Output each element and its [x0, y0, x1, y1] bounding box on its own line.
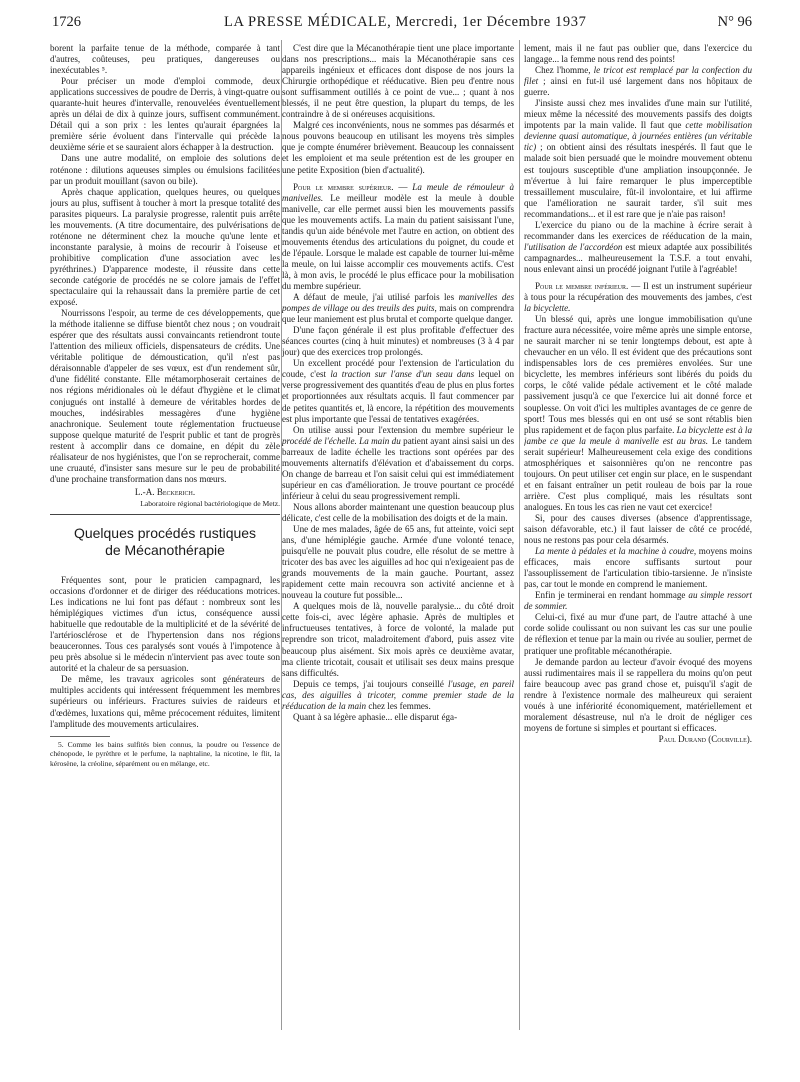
paragraph: Fréquentes sont, pour le praticien campagnard, les occasions d'ordonner et de diriger des rééducations motrices. Les indications ne lui font pas défaut : nombreux sont les hémiplégiques victimes d'un ictus, conséquence aussi habituelle que redoutable de la multiplicité et de la sévérité de l'artériosclérose et de l'hypertension dans nos régions beauceronnes. Tous ces paralysés sont voués à l'impotence à peu près absolue si le médecin n'intervient pas avec toute son autorité et la chaleur de sa persuasion.	[50, 574, 280, 674]
paragraph: Je demande pardon au lecteur d'avoir évoqué des moyens aussi rudimentaires mais il se rappellera du moins qu'on peut faire beaucoup avec pas grand chose et, puisqu'il s'agit de rendre à l'existence normale des malheureux qui seraient voués à une infériorité économiquement, matériellement et moralement désastreuse, nul n'a le droit de négliger ces moyens de fortune si simples et pourtant si efficaces.	[524, 656, 752, 733]
emphasis: le tricot est remplacé par la confection du filet	[524, 65, 752, 87]
paragraph: borent la parfaite tenue de la méthode, comparée à tant d'autres, coûteuses, peu pratiques, dangereuses ou inexécutables ⁵.	[50, 43, 280, 76]
article-title-line-1: Quelques procédés rustiques	[73, 524, 257, 541]
emphasis: la bicyclette.	[524, 303, 571, 314]
text-run: , mais on comprendra que leur maniement est plus brutal et comporte quelque danger.	[282, 303, 514, 325]
paragraph	[282, 679, 514, 712]
emphasis: La bicyclette est à la jambe ce que la meule à manivelle est au bras.	[524, 424, 752, 446]
text-run: Un blessé qui, après une longue immobilisation qu'une fracture aura nécessitée, voire même après une simple entorse, ne saurait marcher ni se tenir longtemps debout, est apte à chevaucher en un vélo. Il est évident que des précautions sont indispensables lors de ces premières envolées. Sur une bicyclette, les membres inférieurs sont libérés du poids du corps, le côté valide pédale activement et le côté malade passivement jusqu'à ce que l'exercice lui ait donné force et souplesse. On voit d'ici les multiples avantages de ce genre de sport! Tous mes blessés qui en ont usé se sont rétablis bien plus rapidement et de façon plus parfaite.	[524, 314, 752, 435]
emphasis: manivelles des pompes de village ou des treuils des puits	[282, 292, 514, 314]
paragraph	[282, 292, 514, 325]
paragraph: Une de mes malades, âgée de 65 ans, fut atteinte, voici sept ans, d'une hémiplégie gauche. Armée d'une volonté tenace, puisqu'elle ne pouvait plus coudre, elle résolut de se mettre à tricoter des bas avec les aiguilles ad hoc qui n'exigeaient pas de grands mouvements de la main gauche. Pourtant, assez rapidement cette main recouvra son activité ancienne et à nouveau la couture fut possible...	[282, 524, 514, 601]
footnote-rule	[50, 736, 110, 737]
author-signature: L.-A. Beckerich.	[134, 486, 196, 497]
paragraph: De même, les travaux agricoles sont générateurs de multiples accidents qui intéressent fréquemment les membres supérieurs ou inférieurs. Fractures suivies de raideurs et d'œdèmes, luxations qui, même précocement réduites, limitent l'amplitude des mouvements articulaires.	[50, 674, 280, 729]
journal-title: LA PRESSE MÉDICALE, Mercredi, 1er Décembre 1937	[224, 14, 587, 30]
paragraph	[524, 314, 752, 513]
emphasis: cette mobilisation devienne quasi automatique, à journées entières (un véritable tic)	[524, 120, 752, 153]
paragraph	[282, 425, 514, 502]
issue-number: N° 96	[717, 14, 752, 30]
author-affiliation: Laboratoire régional bactériologique de Metz.	[140, 498, 280, 508]
paragraph: Quant à sa légère aphasie... elle disparut éga-	[293, 711, 458, 722]
page-header	[52, 14, 752, 34]
footnote: 5. Comme les bains sulfités bien connus, la poudre ou l'essence de chénopode, le pyrèthre et le perfume, la naphtaline, la nicotine, le flit, la kérosène, la créoline, séparément ou en mélange, etc.	[50, 739, 280, 768]
text-run: Le meilleur modèle est la meule à double manivelle, car elle permet aussi bien les mouvements passifs que les mouvements actifs. La main du patient saisissant l'une, tandis qu'un aide bénévole met l'autre en action, on obtient des mouvements étendus des articulations du poignet, du coude et de l'épaule. Lorsque le malade est capable de tourner lui-même la meule, on lui laisse accomplir ces mouvements actifs. C'est là, à mon avis, le procédé le plus efficace pour la mobilisation du membre supérieur.	[282, 192, 514, 291]
paragraph: C'est dire que la Mécanothérapie tient une place importante dans nos prescriptions... mais la Mécanothérapie sans ces appareils ingénieux et efficaces dont dispose de nos jours la Chirurgie orthopédique et rééducative. Bien peu d'entre nous sont suffisamment outillés à ce point de vue... ; quant à nos blessés, il ne peut être question, la plupart du temps, de les contraindre à de si onéreuses acquisitions.	[282, 43, 514, 120]
author-signature: Paul Durand (Courville).	[658, 733, 752, 744]
text-run: A défaut de meule, j'ai utilisé parfois les	[293, 292, 459, 303]
paragraph	[282, 358, 514, 424]
emphasis: l'utilisation de l'accordéon	[524, 241, 623, 252]
section-heading: Pour le membre supérieur. —	[293, 181, 413, 192]
text-run: Il est un instrument supérieur à tous pour la récupération des mouvements des jambes, c'est	[524, 280, 752, 303]
text-run: J'insiste aussi chez mes invalides d'une main sur l'utilité, mieux même la nécessité des mouvements passifs des doigts impotents par la main valide. Il faut que	[524, 98, 752, 131]
text-run: Depuis ce temps, j'ai toujours conseillé	[293, 678, 448, 689]
paragraph	[524, 546, 752, 590]
section-heading: Pour le membre inférieur. —	[535, 280, 644, 291]
emphasis: procédé de l'échelle. La main du	[282, 435, 401, 446]
paragraph	[524, 98, 752, 220]
emphasis: l'usage, en pareil cas, des aiguilles à tricoter, comme premier stade de la rééducation de la main	[282, 678, 514, 711]
text-run: Enfin je terminerai en rendant hommage	[535, 590, 689, 601]
column-3	[524, 43, 752, 1053]
article-separator	[50, 514, 280, 515]
text-run: Chez l'homme,	[535, 65, 594, 76]
paragraph: Nous allons aborder maintenant une question beaucoup plus délicate, c'est celle de la mobilisation des doigts et de la main.	[282, 501, 514, 523]
emphasis: La meule de rémouleur à manivelles.	[282, 181, 514, 203]
page-number: 1726	[52, 14, 81, 30]
paragraph: Pour préciser un mode d'emploi commode, deux applications successives de poudre de Derris, à vingt-quatre ou quarante-huit heures d'intervalle, renouvelées éventuellement après un délai de dix à quinze jours, suffisent communément. Détail qui a son prix : les lentes qu'aurait épargnées la première série évoluent dans l'intervalle qui précède la deuxième série et se sauraient alors échapper à la destruction.	[50, 76, 280, 153]
paragraph: Malgré ces inconvénients, nous ne sommes pas désarmés et nous pouvons beaucoup en utilisant les moyens très simples que je compte énumérer brièvement. Beaucoup les connaissent et les emploient et ma seule prétention est de les grouper en une petite Exposition (bien d'actualité).	[282, 120, 514, 175]
emphasis: la traction sur l'anse d'un seau dans	[330, 369, 475, 380]
section-paragraph	[282, 182, 514, 292]
text-run: patient ayant ainsi saisi un des barreaux de ladite échelle les tractions sont opérées par des mouvements alternatifs d'élévation et d'abaissement du corps. On change de barreau et l'on saisit celui qui est immédiatement supérieur en cas d'amélioration. Je trouve pourtant ce procédé inférieur à celui du seau progressivement rempli.	[282, 435, 514, 501]
text-run: ; on obtient ainsi des résultats inespérés. Il faut que le malade soit bien persuadé que le moindre mouvement obtenu est toujours susceptible d'une ampliation insoupçonnée. Je m'évertue à lui faire remarquer le plus imperceptible tressaillement musculaire, fût-il involontaire, et lui affirme que l'amélioration ne saurait tarder, s'il suit mes recommandations... et il est rare que je n'aie pas raison!	[524, 142, 752, 219]
paragraph	[524, 590, 752, 612]
paragraph: Si, pour des causes diverses (absence d'apprentissage, saison défavorable, etc.) il faut laisser de côté ce procédé, nous ne restons pas pour cela désarmés.	[524, 512, 752, 546]
paragraph	[524, 65, 752, 98]
paragraph: A quelques mois de là, nouvelle paralysie... du côté droit cette fois-ci, avec légère aphasie. Après de multiples et infructueuses tentatives, à force de volonté, la malade put reprendre son tricot, maladroitement d'abord, puis assez vite beaucoup plus aisément. Six mois après ce deuxième avatar, ma cliente tricotait, cousait et utilisait ses deux mains presque sans difficultés.	[282, 601, 514, 678]
column-2	[282, 43, 514, 1053]
section-paragraph	[524, 281, 752, 314]
text-run: L'exercice du piano ou de la machine à écrire serait à recommander dans les exercices de rééducation de la main,	[524, 219, 752, 241]
paragraph: D'une façon générale il est plus profitable d'effectuer des séances courtes (cinq à huit minutes) et nombreuses (3 à 4 par jour) que des exercices trop prolongés.	[282, 325, 514, 358]
paragraph: Après chaque application, quelques heures, ou quelques jours au plus, suffisent à toucher à mort la presque totalité des parasites piqueurs. La paralysie progresse, ralentit puis arrête les mouvements. (A titre documentaire, des pulvérisations de roténone ne déterminent chez la mouche qu'une lente et inconstante paralysie, à moins de recourir à l'oiseuse et prohibitive complication d'une association avec les pyréthrines.) D'apparence modeste, il réussite dans cette seconde catégorie de procédés ne se colore jamais de l'effet spectaculaire qui la rehaussait dans la première partie de cet exposé.	[50, 186, 280, 308]
column-1	[50, 43, 280, 1071]
paragraph: lement, mais il ne faut pas oublier que, dans l'exercice du langage... la femme nous rend des points!	[524, 43, 752, 65]
text-run: lequel on verse progressivement des quantités d'eau de plus en plus fortes et proportionnées aux résultats acquis. Il faut commencer par de petites quantités et, là encore, la répétition des mouvements est plus importante que l'essai de tentatives exagérées.	[282, 369, 514, 424]
text-run: chez les femmes.	[366, 700, 431, 711]
text-run: Un excellent procédé pour l'extension de l'articulation du coude, c'est	[282, 358, 514, 380]
paragraph: Dans une autre modalité, on emploie des solutions de roténone : dilutions aqueuses simples ou émulsions facilitées par un produit mouillant (savon ou bile).	[50, 153, 280, 186]
text-run: On utilise aussi pour l'extension du membre supérieur le	[293, 424, 514, 435]
column-rule-right	[519, 40, 520, 1030]
article-title-line-2: de Mécanothérapie	[105, 541, 225, 558]
paragraph: Celui-ci, fixé au mur d'une part, de l'autre attaché à une corde solide coulissant ou non suivant les cas sur une poulie de réflexion et tenue par la main ou rivée au soulier, permet de pratiquer une profitable mécanothérapie.	[524, 612, 752, 656]
text-run: Le tandem serait supérieur! Malheureusement cela exige des conditions atmosphériques et saisonnières qu'on ne rencontre pas toujours. On peut utiliser cet engin sur place, en le suspendant et en faisant entraîner un petit rouleau de bois par la roue arrière. C'est plus compliqué, mais les résultats sont analogues. En tous les cas rien ne vaut cet exercice!	[524, 435, 752, 512]
emphasis: La mente à pédales et la machine à coudre,	[535, 546, 697, 557]
text-run: est mieux adaptée aux possibilités campagnardes... malheureusement la T.S.F. a tout envahi, nous enlevant ainsi un procédé joignant l'utile à l'agréable!	[524, 241, 752, 274]
article-title	[50, 525, 280, 559]
paragraph	[524, 220, 752, 275]
paragraph: Nourrissons l'espoir, au terme de ces développements, que la méthode italienne se diffuse bientôt chez nous ; on voudrait espérer que des résultats aussi convaincants retiendront toute l'attention des milieux officiels, dispensateurs de crédits. Une véritable politique de démoustication, qu'il n'est pas déraisonnable d'appeler de ses vœux, est d'un rendement sûr, d'une fidélité constante. Elle métamorphoserait certaines de nos régions méridionales où le défaut d'hygiène et le climat conjugués ont installé à demeure de véritables hordes de mouches, indésirables messagères d'une hygiène anachronique. Seulement toute réglementation fructueuse suppose quelque maturité de l'esprit public et tant de progrès restent à accomplir dans ce domaine, en dépit du zèle réalisateur de nos hygiénistes, que l'on se reprocherait, comme une cruauté, d'insister sans mesure sur le peu de probabilité d'une prochaine transformation dans nos mœurs.	[50, 308, 280, 484]
text-run: ; ainsi en fut-il usé largement dans nos hôpitaux de guerre.	[524, 76, 752, 98]
text-run: moyens moins efficaces, mais encore suffisants surtout pour l'assouplissement de l'articulation tibio-tarsienne. Je n'insiste pas, car tout le monde en comprend le maniement.	[524, 546, 752, 590]
emphasis: au simple ressort de sommier.	[524, 590, 752, 612]
